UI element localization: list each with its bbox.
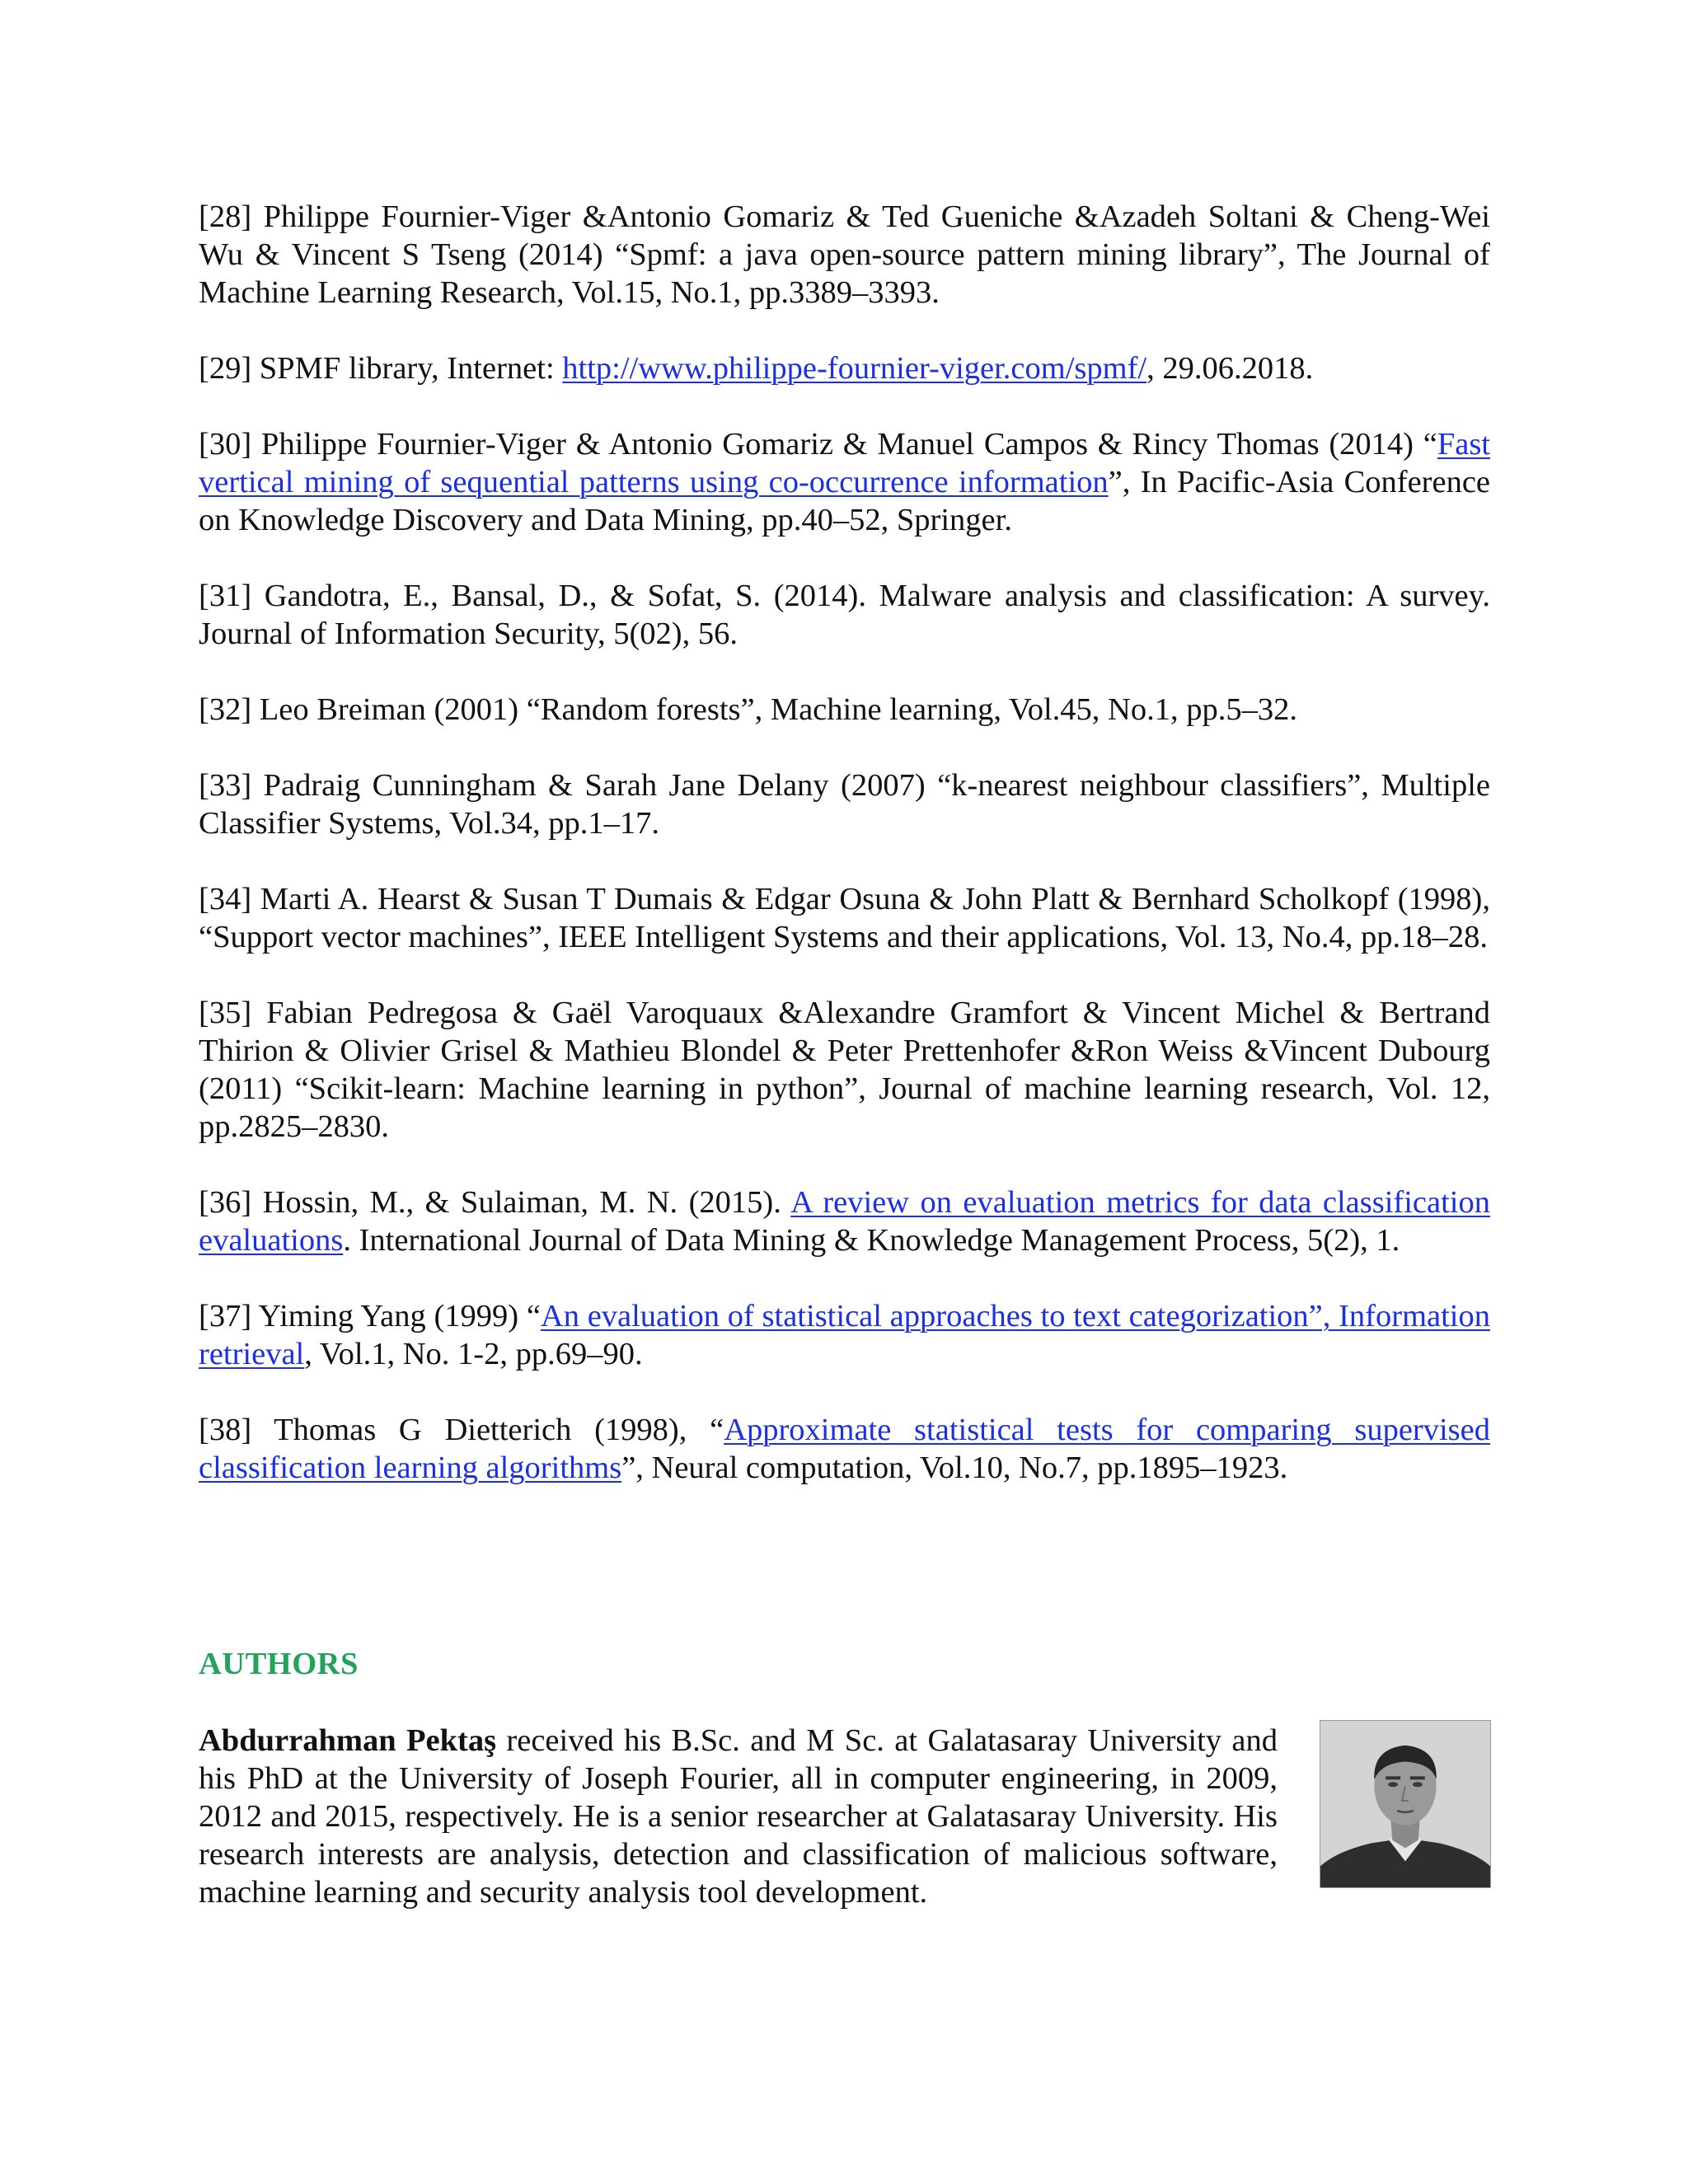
reference-text: [35] Fabian Pedregosa & Gaël Varoquaux &Alexandre Gramfort & Vincent Michel & Bertrand Thirion & Olivier Grisel & Mathieu Blondel & Peter Prettenhofer &Ron Weiss &Vincent Dubourg (2011) “Scikit-learn: Machine learning in python”, Journal of machine learning research, Vol. 12, pp.2825–2830. <box>199 996 1490 1144</box>
reference-text: [28] Philippe Fournier-Viger &Antonio Gomariz & Ted Gueniche &Azadeh Soltani & Cheng-Wei Wu & Vincent S Tseng (2014) “Spmf: a java open-source pattern mining library”, The Journal of Machine Learning Research, Vol.15, No.1, pp.3389–3393. <box>199 199 1490 310</box>
reference-text: [37] Yiming Yang (1999) “ <box>199 1299 541 1333</box>
reference-text: [38] Thomas G Dietterich (1998), “ <box>199 1413 724 1447</box>
reference-text: [34] Marti A. Hearst & Susan T Dumais & Edgar Osuna & John Platt & Bernhard Scholkopf (1998), “Support vector machines”, IEEE Intelligent Systems and their applications, Vol. 13, No.4, pp.18–28. <box>199 882 1490 954</box>
reference-text: [29] SPMF library, Internet: <box>199 351 563 386</box>
reference-entry <box>199 577 1490 653</box>
references-list <box>199 198 1490 1525</box>
reference-entry <box>199 1411 1490 1487</box>
reference-link[interactable]: http://www.philippe-fournier-viger.com/spmf/ <box>562 351 1147 386</box>
reference-entry <box>199 1297 1490 1373</box>
reference-text: [31] Gandotra, E., Bansal, D., & Sofat, S. (2014). Malware analysis and classification: A survey. Journal of Information Security, 5(02), 56. <box>199 579 1490 651</box>
reference-entry <box>199 1183 1490 1259</box>
author-photo <box>1320 1720 1491 1888</box>
reference-text: , Vol.1, No. 1-2, pp.69–90. <box>304 1337 643 1371</box>
reference-text: ”, In Pacific-Asia Conference on Knowledge Discovery and Data Mining, pp.40–52, Springer. <box>199 465 1490 537</box>
reference-entry <box>199 691 1490 729</box>
author-bio <box>199 1722 1278 1911</box>
reference-link[interactable]: Approximate statistical tests for comparing supervised classification learning algorithms <box>199 1413 1490 1485</box>
reference-entry <box>199 994 1490 1146</box>
authors-heading: AUTHORS <box>199 1647 359 1681</box>
reference-link[interactable]: An evaluation of statistical approaches to text categorization”, Information retrieval <box>199 1299 1490 1371</box>
reference-text: ”, Neural computation, Vol.10, No.7, pp.1895–1923. <box>621 1451 1288 1485</box>
author-bio-text: received his B.Sc. and M Sc. at Galatasaray University and his PhD at the University of Joseph Fourier, all in computer engineering, in 2009, 2012 and 2015, respectively. He is a senior researcher at Galatasaray University. His research interests are analysis, detection and classification of malicious software, machine learning and security analysis tool development. <box>199 1723 1278 1910</box>
reference-entry <box>199 880 1490 956</box>
author-name: Abdurrahman Pektaş <box>199 1723 497 1758</box>
reference-link[interactable]: A review on evaluation metrics for data classification evaluations <box>199 1185 1490 1258</box>
reference-text: , 29.06.2018. <box>1146 351 1314 386</box>
reference-entry <box>199 349 1490 387</box>
reference-text: [36] Hossin, M., & Sulaiman, M. N. (2015). <box>199 1185 791 1220</box>
reference-entry <box>199 198 1490 312</box>
reference-link[interactable]: Fast vertical mining of sequential patterns using co-occurrence information <box>199 427 1490 499</box>
reference-text: [30] Philippe Fournier-Viger & Antonio Gomariz & Manuel Campos & Rincy Thomas (2014) “ <box>199 427 1437 462</box>
author-portrait-image <box>1320 1721 1490 1887</box>
reference-text: [33] Padraig Cunningham & Sarah Jane Delany (2007) “k-nearest neighbour classifiers”, Multiple Classifier Systems, Vol.34, pp.1–17. <box>199 768 1490 841</box>
reference-entry <box>199 766 1490 842</box>
reference-text: . International Journal of Data Mining & Knowledge Management Process, 5(2), 1. <box>343 1223 1400 1258</box>
reference-text: [32] Leo Breiman (2001) “Random forests”, Machine learning, Vol.45, No.1, pp.5–32. <box>199 692 1297 727</box>
reference-entry <box>199 425 1490 539</box>
